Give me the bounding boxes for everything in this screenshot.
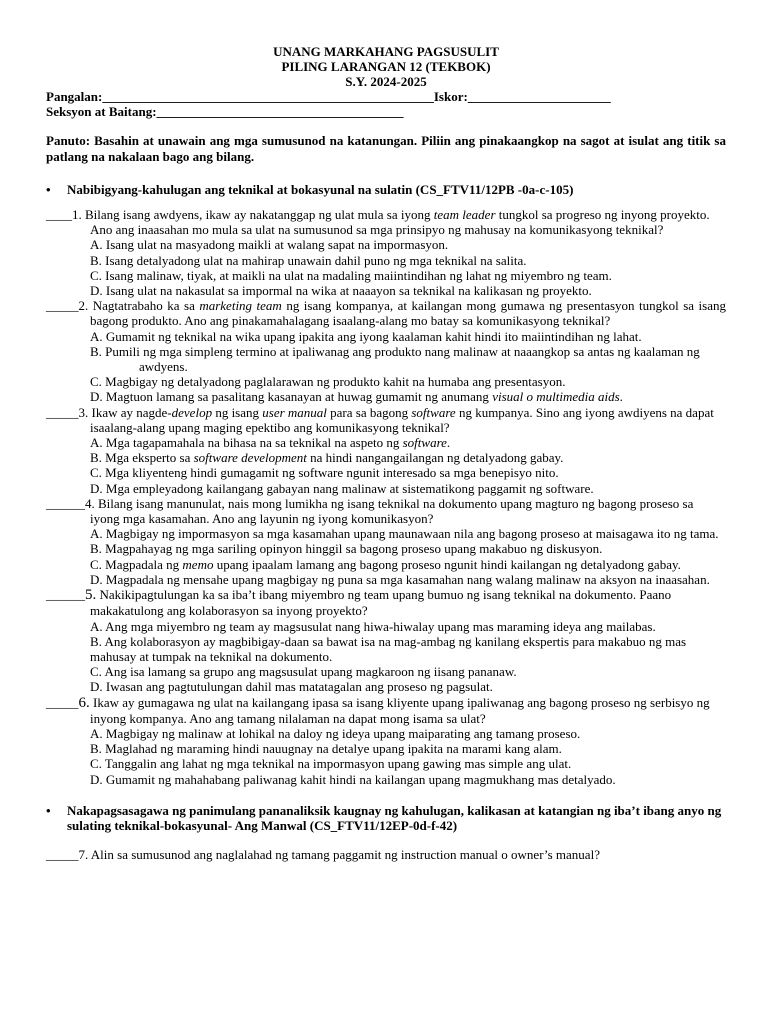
answer-blank[interactable]: ______ — [46, 587, 85, 603]
choice-c: C. Tanggalin ang lahat ng mga teknikal na impormasyon upang gawing mas simple ang ulat. — [90, 756, 572, 772]
choice-c: C. Ang isa lamang sa grupo ang magsusulat upang magkaroon ng iisang pananaw. — [90, 664, 517, 680]
question-number: 5. — [85, 587, 97, 604]
choice-a: A. Isang ulat na masyadong maikli at walang sapat na impormasyon. — [90, 237, 449, 253]
answer-blank[interactable]: ______ — [46, 495, 85, 511]
question-number: 7. — [78, 847, 89, 863]
question-4 — [46, 496, 726, 587]
choice-a: A. Magbigay ng malinaw at lohikal na daloy ng ideya upang maiparating ang tamang proseso. — [90, 725, 581, 741]
choice-c: C. Magbigay ng detalyadong paglalarawan ng produkto kahit na humaba ang presentasyon. — [90, 374, 566, 390]
choice-a: A. Magbigay ng impormasyon sa mga kasamahan upang maunawaan nila ang bagong proseso at maisagawa ito ng tama. — [90, 526, 719, 542]
choice-b: B. Magpahayag ng mga sariling opinyon hinggil sa bagong proseso upang makabuo ng diskusyon. — [90, 541, 603, 557]
exam-title: UNANG MARKAHANG PAGSUSULIT — [273, 44, 499, 59]
answer-blank[interactable]: _____ — [46, 694, 79, 710]
choice-d: D. Magpadala ng mensahe upang magbigay ng puna sa mga kasamahan nang walang malinaw na aksyon na inaasahan. — [90, 571, 710, 587]
competency-1-text: Nabibigyang-kahulugan ang teknikal at bokasyunal na sulatin (CS_FTV11/12PB -0a-c-105) — [67, 181, 574, 197]
instructions: Panuto: Basahin at unawain ang mga sumusunod na katanungan. Piliin ang pinakaangkop na sagot at isulat ang titik sa patlang na nakalaan bago ang bilang. — [46, 133, 726, 164]
choice-c: C. Mga kliyenteng hindi gumagamit ng software ngunit interesado sa mga benepisyo nito. — [90, 465, 559, 481]
choice-b: B. Ang kolaborasyon ay magbibigay-daan sa bawat isa na mag-ambag ng kanilang ekspertis para makabuo ng mas mahusay at tumpak na teknikal na dokumento. — [90, 633, 687, 664]
answer-blank[interactable]: _____ — [46, 847, 79, 863]
question-6-stem: _____6. Ikaw ay gumagawa ng ulat na kailangang ipasa sa isang kliyente upang ipaliwanag ang bagong proseso ng serbisyo ng inyong kompanya. Ano ang tamang nilalaman na dapat mong isama sa ulat? — [46, 694, 710, 726]
answer-blank[interactable]: ____ — [46, 207, 72, 223]
question-3 — [46, 405, 726, 496]
school-year: S.Y. 2024-2025 — [345, 74, 427, 89]
question-1-stem: ____1. Bilang isang awdyens, ikaw ay nakatanggap ng ulat mula sa iyong team leader tungkol sa progreso ng inyong proyekto. Ano ang inaasahan mo mula sa ulat na sumusunod sa mga prinsipyo ng mahusay na komunikasyong teknikal? — [46, 207, 710, 238]
choice-b: B. Pumili ng mga simpleng termino at ipaliwanag ang produkto nang malinaw at naaangkop sa antas ng kaalaman ng awdyens. — [90, 343, 700, 375]
question-number: 2. — [78, 298, 89, 314]
name-label: Pangalan: — [46, 89, 103, 104]
choice-d: D. Gumamit ng mahahabang paliwanag kahit hindi na kailangan upang magmukhang mas detalyado. — [90, 771, 616, 787]
exam-page — [46, 44, 726, 862]
score-label: Iskor: — [433, 89, 468, 104]
bullet-icon: • — [46, 802, 51, 818]
student-info — [46, 89, 726, 119]
section-field[interactable]: ______________________________________ — [156, 104, 404, 120]
question-6 — [46, 695, 726, 787]
choice-a: A. Ang mga miyembro ng team ay magsusulat nang hiwa-hiwalay upang mas maraming ideya ang mailabas. — [90, 618, 656, 634]
choice-c: C. Isang malinaw, tiyak, at maikli na ulat na madaling maiintindihan ng lahat ng miyembro ng team. — [90, 267, 612, 283]
choice-b: B. Isang detalyadong ulat na mahirap unawain dahil puno ng mga teknikal na salita. — [90, 252, 527, 268]
choice-d: D. Isang ulat na nakasulat sa impormal na wika at naaayon sa teknikal na kalikasan ng proyekto. — [90, 283, 592, 299]
score-field[interactable]: ______________________ — [467, 89, 611, 104]
choice-c: C. Magpadala ng memo upang ipaalam lamang ang bagong proseso ngunit hindi kailangan ng detalyadong gabay. — [90, 556, 681, 572]
question-number: 3. — [78, 404, 89, 420]
competency-1 — [46, 182, 726, 197]
question-7-stem: _____7. Alin sa sumusunod ang naglalahad ng tamang paggamit ng instruction manual o owner’s manual? — [46, 847, 600, 863]
choice-a: A. Gumamit ng teknikal na wika upang ipakita ang iyong kaalaman kahit hindi ito maiintindihan ng lahat. — [90, 328, 642, 344]
competency-2-text: Nakapagsasagawa ng panimulang pananaliksik kaugnay ng kahulugan, kalikasan at katangian ng iba’t ibang anyo ng sulating teknikal-bokasyunal- Ang Manwal (CS_FTV11/12EP-0d-f-42) — [67, 802, 722, 833]
name-field[interactable]: ___________________________________________________ — [102, 89, 434, 104]
question-2 — [46, 298, 726, 404]
choice-b: B. Mga eksperto sa software development na hindi nangangailangan ng detalyadong gabay. — [90, 450, 564, 466]
question-3-stem: _____3. Ikaw ay nagde-develop ng isang user manual para sa bagong software ng kumpanya. Sino ang iyong awdiyens na dapat isaalang-alang upang maging epektibo ang komunikasyong teknikal? — [46, 404, 714, 435]
question-4-stem: ______4. Bilang isang manunulat, nais mong lumikha ng isang teknikal na dokumento upang magturo ng bagong proseso sa iyong mga kasamahan. Ano ang layunin ng iyong komunikasyon? — [46, 495, 694, 527]
question-number: 6. — [78, 694, 90, 711]
answer-blank[interactable]: _____ — [46, 404, 79, 420]
question-5 — [46, 587, 726, 694]
section-label: Seksyon at Baitang: — [46, 104, 157, 120]
bullet-icon: • — [46, 181, 51, 197]
exam-header — [46, 44, 726, 89]
answer-blank[interactable]: _____ — [46, 298, 79, 314]
competency-2 — [46, 803, 726, 833]
question-2-stem: _____2. Nagtatrabaho ka sa marketing team ng isang kompanya, at kailangan mong gumawa ng presentasyon tungkol sa isang bagong produkto. Ano ang pinakamahalagang isaalang-alang mo batay sa komunikasyong teknikal? — [46, 298, 727, 329]
subject-title: PILING LARANGAN 12 (TEKBOK) — [281, 59, 491, 74]
section-line — [46, 104, 726, 119]
choice-d: D. Magtuon lamang sa pasalitang kasanayan at huwag gumamit ng anumang visual o multimedia aids. — [90, 389, 623, 405]
question-5-stem: ______5. Nakikipagtulungan ka sa iba’t ibang miyembro ng team upang bumuo ng isang teknikal na dokumento. Paano makakatulong ang kolaborasyon sa inyong proyekto? — [46, 587, 672, 619]
question-number: 1. — [72, 207, 82, 223]
choice-b: B. Maglahad ng maraming hindi nauugnay na detalye upang ipakita na marami kang alam. — [90, 741, 562, 757]
choice-d: D. Iwasan ang pagtutulungan dahil mas matatagalan ang proseso ng pagsulat. — [90, 679, 493, 695]
name-line — [46, 89, 726, 104]
choice-a: A. Mga tagapamahala na bihasa na sa teknikal na aspeto ng software. — [90, 435, 451, 451]
question-7 — [46, 847, 726, 862]
question-number: 4. — [85, 495, 95, 511]
question-1 — [46, 207, 726, 298]
choice-d: D. Mga empleyadong kailangang gabayan nang malinaw at sistematikong paggamit ng software. — [90, 480, 594, 496]
